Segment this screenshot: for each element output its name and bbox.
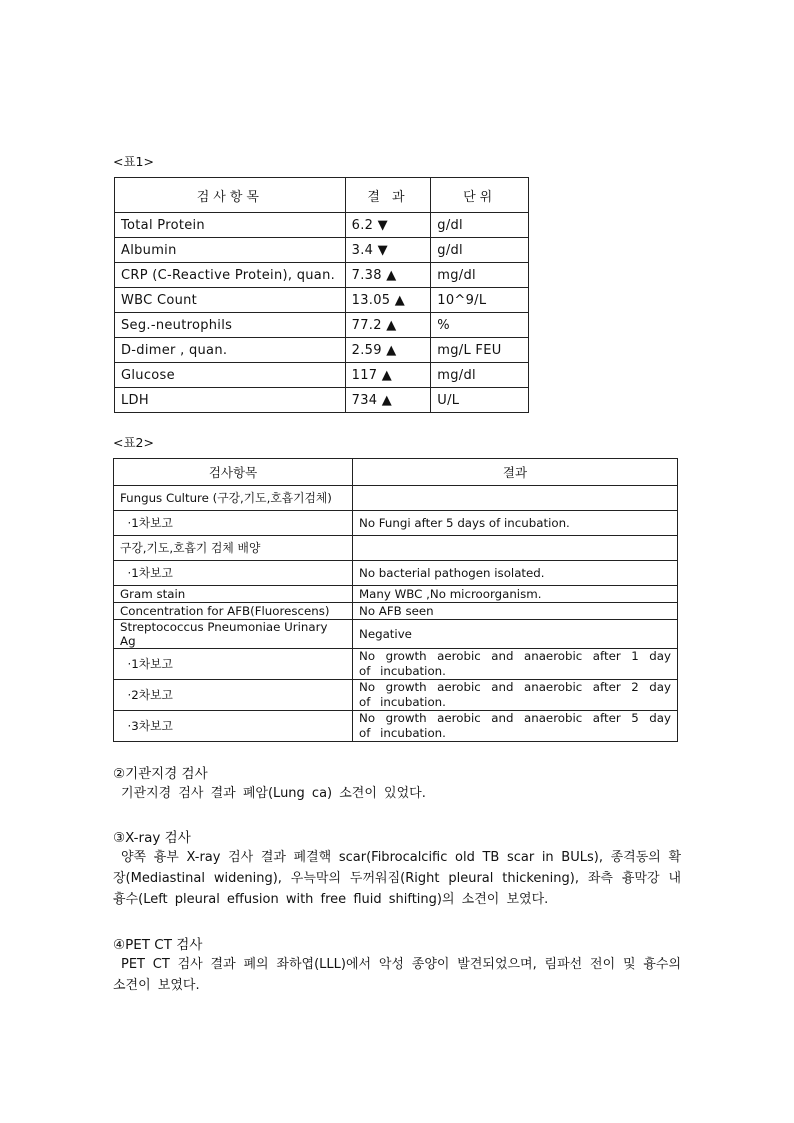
test-value: 734 ▲ [345, 388, 431, 413]
table-row [115, 238, 529, 263]
table2-caption: <표2> [113, 435, 154, 450]
test-unit: mg/dl [431, 363, 529, 388]
test-result: No bacterial pathogen isolated. [353, 561, 678, 586]
table-row [115, 263, 529, 288]
test-unit: mg/dl [431, 263, 529, 288]
table-row [114, 603, 678, 620]
test-value: 77.2 ▲ [345, 313, 431, 338]
header-result: 결과 [353, 459, 678, 486]
test-result: No Fungi after 5 days of incubation. [353, 511, 678, 536]
test-result: Many WBC ,No microorganism. [353, 586, 678, 603]
test-result [353, 486, 678, 511]
test-name: CRP (C-Reactive Protein), quan. [115, 263, 346, 288]
test-value: 13.05 ▲ [345, 288, 431, 313]
table-row [115, 338, 529, 363]
test-name: Fungus Culture (구강,기도,호흡기검체) [114, 486, 353, 511]
test-value: 2.59 ▲ [345, 338, 431, 363]
test-name: WBC Count [115, 288, 346, 313]
section-body: PET CT 검사 결과 폐의 좌하엽(LLL)에서 악성 종양이 발견되었으며, 림파선 전이 및 흉수의 소견이 보였다. [113, 957, 681, 993]
xray-section [113, 826, 681, 910]
test-name: Albumin [115, 238, 346, 263]
table-row [114, 649, 678, 680]
test-name: Streptococcus Pneumoniae Urinary Ag [114, 620, 353, 649]
test-name: Gram stain [114, 586, 353, 603]
header-unit: 단위 [431, 178, 529, 213]
header-result: 결 과 [345, 178, 431, 213]
test-name: Seg.-neutrophils [115, 313, 346, 338]
section-heading: ④PET CT 검사 [113, 937, 203, 953]
header-test-item: 검사항목 [114, 459, 353, 486]
section-body: 기관지경 검사 결과 폐암(Lung ca) 소견이 있었다. [121, 786, 426, 801]
test-value: 3.4 ▼ [345, 238, 431, 263]
table-row [114, 586, 678, 603]
table-row [114, 561, 678, 586]
table-row [114, 511, 678, 536]
test-name: LDH [115, 388, 346, 413]
lab-results-table [114, 177, 529, 413]
culture-results-table [113, 458, 678, 742]
test-name: Glucose [115, 363, 346, 388]
test-result: Negative [353, 620, 678, 649]
section-heading: ②기관지경 검사 [113, 766, 208, 782]
table1-caption: <표1> [113, 154, 154, 169]
test-value: 7.38 ▲ [345, 263, 431, 288]
test-result: No AFB seen [353, 603, 678, 620]
test-name: ·1차보고 [114, 649, 353, 680]
test-unit: g/dl [431, 238, 529, 263]
test-result: No growth aerobic and anaerobic after 2 day of incubation. [353, 680, 678, 711]
test-unit: U/L [431, 388, 529, 413]
test-name: Total Protein [115, 213, 346, 238]
table-row [114, 711, 678, 742]
test-result [353, 536, 678, 561]
table-row [114, 486, 678, 511]
test-name: ·1차보고 [114, 561, 353, 586]
test-result: No growth aerobic and anaerobic after 5 day of incubation. [353, 711, 678, 742]
test-unit: % [431, 313, 529, 338]
section-body: 양쪽 흉부 X-ray 검사 결과 폐결핵 scar(Fibrocalcific old TB scar in BULs), 종격동의 확장(Mediastinal widening), 우늑막의 두꺼워짐(Right pleural thickening), 좌측 흉막강 내 흉수(Left pleural effusion with free fluid shifting)의 소견이 보였다. [113, 850, 681, 907]
section-heading: ③X-ray 검사 [113, 830, 191, 846]
test-name: ·1차보고 [114, 511, 353, 536]
table-row [115, 363, 529, 388]
test-unit: mg/L FEU [431, 338, 529, 363]
test-name: ·2차보고 [114, 680, 353, 711]
table-row [114, 620, 678, 649]
table-row [114, 536, 678, 561]
test-unit: 10^9/L [431, 288, 529, 313]
test-value: 6.2 ▼ [345, 213, 431, 238]
test-name: D-dimer , quan. [115, 338, 346, 363]
table-row [115, 313, 529, 338]
test-value: 117 ▲ [345, 363, 431, 388]
table-header-row [115, 178, 529, 213]
pet-ct-section [113, 933, 681, 996]
bronchoscopy-section [113, 762, 681, 804]
test-unit: g/dl [431, 213, 529, 238]
table-header-row [114, 459, 678, 486]
test-result: No growth aerobic and anaerobic after 1 day of incubation. [353, 649, 678, 680]
table-row [115, 213, 529, 238]
table-row [114, 680, 678, 711]
test-name: ·3차보고 [114, 711, 353, 742]
header-test-item: 검사항목 [115, 178, 346, 213]
table-row [115, 288, 529, 313]
test-name: 구강,기도,호흡기 검체 배양 [114, 536, 353, 561]
table-row [115, 388, 529, 413]
test-name: Concentration for AFB(Fluorescens) [114, 603, 353, 620]
